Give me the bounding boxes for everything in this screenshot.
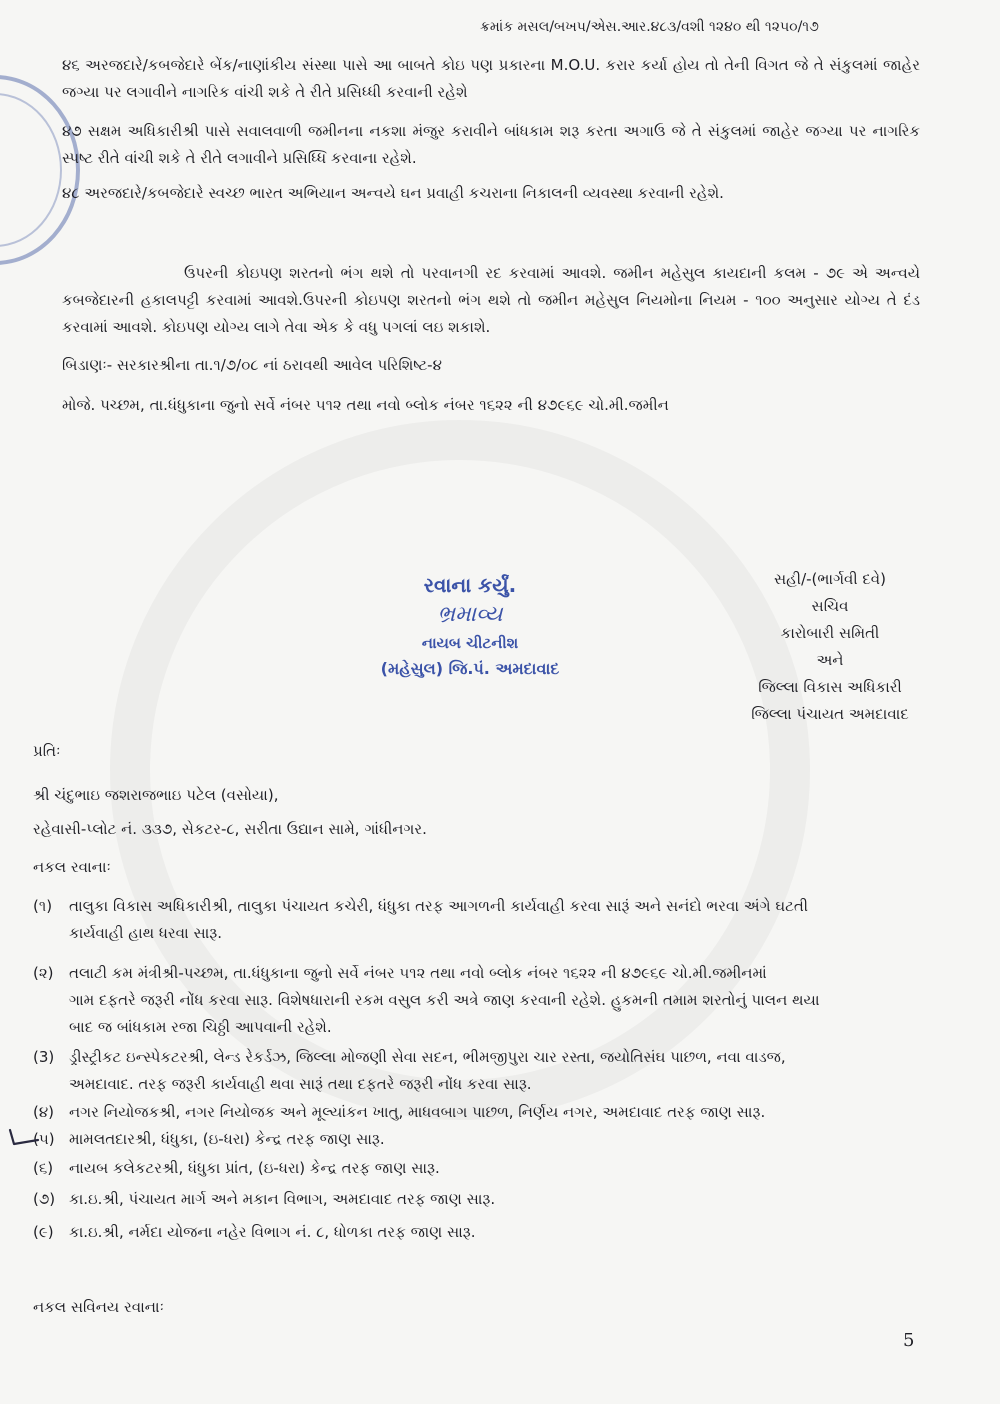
copy-list-item-7 bbox=[33, 1186, 923, 1213]
signatory-office: જિલ્લા પંચાયત અમદાવાદ bbox=[751, 705, 909, 723]
list-text-continued: ગામ દફતરે જરૂરી નોંધ કરવા સારૂ. વિશેષધારાની રકમ વસુલ કરી અત્રે જાણ કરવાની રહેશે. હુકમની તમામ શરતોનું પાલન થયા bbox=[69, 991, 820, 1009]
list-text-continued: કાર્યવાહી હાથ ધરવા સારૂ. bbox=[69, 924, 223, 942]
land-details-line: મોજે. પચ્છમ, તા.ધંધુકાના જુનો સર્વે નંબર ૫૧૨ તથા નવો બ્લોક નંબર ૧૬૨૨ ની ૪૭૯૬૯ ચો.મી.જમીન bbox=[62, 396, 669, 414]
list-text: કા.ઇ.શ્રી, પંચાયત માર્ગ અને મકાન વિભાગ, અમદાવાદ તરફ જાણ સારૂ. bbox=[69, 1190, 496, 1208]
forwarded-label: રવાના કર્યું. bbox=[423, 573, 517, 597]
forwarded-stamp bbox=[370, 570, 570, 720]
condition-48: ૪૮ અરજદારે/કબજેદારે સ્વચ્છ ભારત અભિયાન અન્વયે ઘન પ્રવાહી કચરાના નિકાલની વ્યવસ્થા કરવાની રહેશે. bbox=[62, 184, 724, 202]
list-text-continued: અમદાવાદ. તરફ જરૂરી કાર્યવાહી થવા સારૂં તથા દફતરે જરૂરી નોંધ કરવા સારૂ. bbox=[69, 1075, 532, 1093]
list-text: મામલતદારશ્રી, ધંધુકા, (ઇ-ધરા) કેન્દ્ર તરફ જાણ સારૂ. bbox=[69, 1130, 385, 1148]
list-number: (૪) bbox=[33, 1103, 55, 1121]
list-text: તાલુકા વિકાસ અધિકારીશ્રી, તાલુકા પંચાયત કચેરી, ધંધુકા તરફ આગળની કાર્યવાહી કરવા સારૂં અને સનંદો ભરવા અંગે ઘટતી bbox=[69, 897, 809, 915]
penalty-paragraph: ઉપરની કોઇપણ શરતનો ભંગ થશે તો પરવાનગી રદ કરવામાં આવશે. જમીન મહેસુલ કાયદાની કલમ - ૭૯ એ અન્વયે કબજેદારની હકાલપટ્ટી કરવામાં આવશે.ઉપરની કોઇપણ શરતનો ભંગ થશે તો જમીન મહેસુલ નિયમોના નિયમ - ૧૦૦ અનુસાર યોગ્ય તે દંડ કરવામાં આવશે. કોઇપણ યોગ્ય લાગે તેવા એક કે વધુ પગલાં લઇ શકાશે. bbox=[62, 264, 920, 336]
list-text-continued: બાદ જ બાંધકામ રજા ચિઠ્ઠી આપવાની રહેશે. bbox=[69, 1018, 332, 1036]
list-number: (૯) bbox=[33, 1223, 54, 1241]
list-text: નગર નિયોજકશ્રી, નગર નિયોજક અને મૂલ્યાંકન ખાતુ, માધવબાગ પાછળ, નિર્ણય નગર, અમદાવાદ તરફ જાણ સારૂ. bbox=[69, 1103, 766, 1121]
signatory-title: સચિવ bbox=[811, 597, 849, 615]
handwritten-tick-mark bbox=[8, 1128, 40, 1146]
signatory-ddo: જિલ્લા વિકાસ અધિકારી bbox=[758, 678, 902, 696]
copy-list-item-4 bbox=[33, 1099, 923, 1126]
forwarded-designation: નાયબ ચીટનીશ bbox=[421, 634, 519, 652]
copy-list-item-9 bbox=[33, 1219, 923, 1246]
signatory-name: સહી/-(ભાર્ગવી દવે) bbox=[773, 570, 887, 588]
copy-to-label: નકલ રવાનાઃ bbox=[33, 858, 111, 876]
copy-list-item-1 bbox=[33, 893, 923, 947]
recipient-name: શ્રી ચંદુભાઇ જશરાજભાઇ પટેલ (વસોયા), bbox=[33, 786, 279, 804]
list-number: (૫) bbox=[33, 1130, 55, 1148]
signatory-committee: કારોબારી સમિતી bbox=[780, 624, 880, 642]
list-text: તલાટી કમ મંત્રીશ્રી-પચ્છમ, તા.ધંધુકાના જુનો સર્વે નંબર ૫૧૨ તથા નવો બ્લોક નંબર ૧૬૨૨ ની ૪૭૯૬૯ ચો.મી.જમીનમાં bbox=[69, 964, 767, 982]
list-number: (૬) bbox=[33, 1159, 54, 1177]
forwarded-signature: ભ્રમાવ્ય bbox=[437, 602, 503, 627]
signatory-block bbox=[740, 566, 920, 728]
to-label: પ્રતિઃ bbox=[33, 742, 61, 760]
copy-list-item-2 bbox=[33, 960, 923, 1041]
list-number: (૨) bbox=[33, 964, 54, 982]
condition-47: ૪૭ સક્ષમ અધિકારીશ્રી પાસે સવાલવાળી જમીનના નકશા મંજુર કરાવીને બાંધકામ શરૂ કરતા અગાઉ જે તે સંકુલમાં જાહેર જગ્યા પર નાગરિક સ્પષ્ટ રીતે વાંચી શકે તે રીતે લગાવીને પ્રસિધ્ધિ કરવાના રહેશે. bbox=[62, 122, 920, 167]
condition-46: ૪૬ અરજદારે/કબજેદારે બેંક/નાણાંકીય સંસ્થા પાસે આ બાબતે કોઇ પણ પ્રકારના M.O.U. કરાર કર્યા હોય તો તેની વિગત જે તે સંકુલમાં જાહેર જગ્યા પર લગાવીને નાગરિક વાંચી શકે તે રીતે પ્રસિધ્ધી કરવાની રહેશે bbox=[62, 56, 920, 101]
copy-list-item-5 bbox=[33, 1126, 923, 1153]
page-number: 5 bbox=[903, 1330, 915, 1351]
list-text: નાયબ કલેકટરશ્રી, ધંધુકા પ્રાંત, (ઇ-ધરા) કેન્દ્ર તરફ જાણ સારૂ. bbox=[69, 1159, 440, 1177]
enclosure-line: બિડાણઃ- સરકારશ્રીના તા.૧/૭/૦૮ નાં ઠરાવથી આવેલ પરિશિષ્ટ-૪ bbox=[62, 356, 442, 374]
signatory-and: અને bbox=[816, 651, 844, 669]
list-number: (૭) bbox=[33, 1190, 56, 1208]
list-number: (૧) bbox=[33, 897, 53, 915]
copy-list-item-3 bbox=[33, 1044, 923, 1098]
copy-list-item-6 bbox=[33, 1155, 923, 1182]
reference-number: ક્રમાંક મસલ/બખપ/એસ.આર.૪૮૩/વશી ૧૨૪૦ થી ૧૨૫૦/૧૭ bbox=[480, 19, 819, 35]
list-text: કા.ઇ.શ્રી, નર્મદા યોજના નહેર વિભાગ નં. ૮, ધોળકા તરફ જાણ સારૂ. bbox=[69, 1223, 476, 1241]
list-number: (3) bbox=[33, 1048, 55, 1066]
forwarded-office: (મહેસુલ) જિ.પં. અમદાવાદ bbox=[380, 659, 560, 678]
copy-respectful-label: નકલ સવિનય રવાનાઃ bbox=[33, 1298, 164, 1316]
recipient-address: રહેવાસી-પ્લોટ નં. ૩૩૭, સેકટર-૮, સરીતા ઉદ્યાન સામે, ગાંધીનગર. bbox=[33, 820, 427, 838]
list-text: ડ્રીસ્ટ્રીકટ ઇન્સ્પેકટરશ્રી, લેન્ડ રેકર્ડઝ, જિલ્લા મોજણી સેવા સદન, ભીમજીપુરા ચાર રસ્તા, જયોતિસંઘ પાછળ, નવા વાડજ, bbox=[69, 1048, 786, 1066]
